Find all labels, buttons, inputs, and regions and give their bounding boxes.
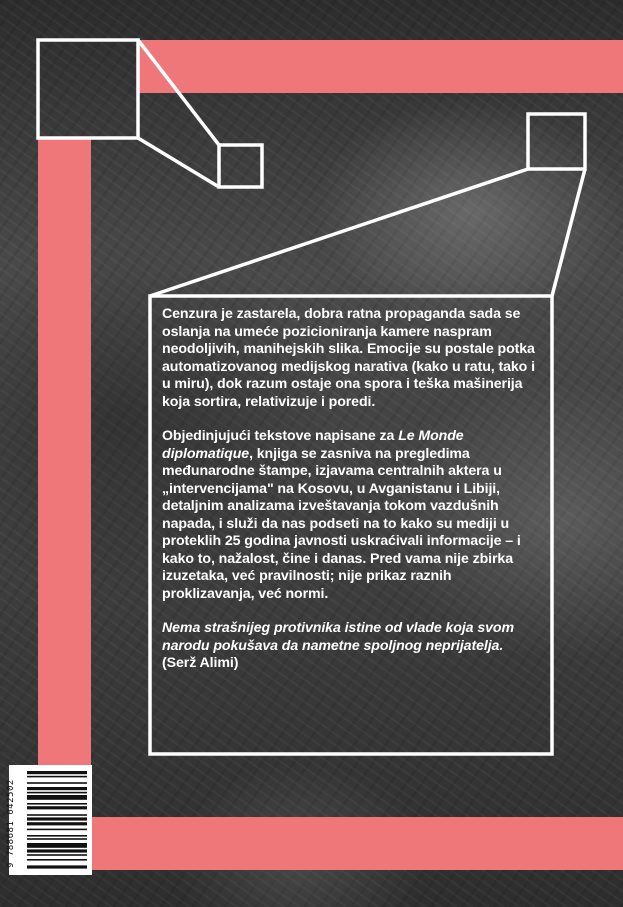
barcode-bar — [27, 806, 87, 809]
quote-text: Nema strašnijeg protivnika istine od vlade koja svom narodu pokušava da nametne spoljnog neprijatelja. — [162, 620, 514, 654]
paragraph-2-body: , knjiga se zasniva na pregledima međunarodne štampe, izjavama centralnih aktera u „intervencijama" na Kosovu, u Avganistanu i Libiji, detaljnim analizama izveštavanja tokom vazdušnih napada, i služi da nas podseti na to kako su mediji u proteklih 25 godina javnosti uskraćivali informacije – i kako to, nažalost, čine i danas. Pred vama nije zbirka izuzetaka, već pravilnosti; nije prikaz raznih proklizavanja, već normi. — [162, 445, 521, 602]
zoom-frame-small — [219, 145, 262, 187]
blurb-text — [162, 306, 538, 690]
barcode-digits: 9 788681 042502 — [6, 779, 16, 868]
barcode-bar — [27, 838, 87, 840]
zoom-frame-right — [528, 114, 585, 169]
barcode-bar — [27, 859, 87, 861]
barcode-bar — [27, 787, 87, 790]
barcode-bar — [27, 782, 87, 784]
text-frame-connector-left — [150, 169, 528, 296]
blurb-paragraph-1: Cenzura je zastarela, dobra ratna propaganda sada se oslanja na umeće pozicioniranja kamere naspram neodoljivih, manihejskih slika. Emocije su postale potka automatizovanog medijskog narativa (kako u ratu, tako i u miru), dok razum ostaje ona spora i teška mašinerija koja sortira, relativizuje i poredi. — [162, 306, 535, 410]
blurb-quote — [162, 620, 538, 673]
barcode-bar — [27, 817, 87, 820]
barcode-bar — [27, 822, 87, 825]
barcode-bar — [27, 835, 87, 837]
blurb-paragraph-2 — [162, 428, 538, 603]
zoom-frame-large — [38, 40, 138, 138]
barcode-bar — [27, 792, 87, 794]
barcode-bars — [9, 765, 92, 875]
publication-name: Le Monde diplomatique — [162, 428, 464, 462]
barcode-bar — [27, 865, 87, 868]
barcode-bar — [27, 854, 87, 856]
barcode-bar — [27, 776, 87, 778]
barcode-bar — [27, 814, 87, 816]
barcode-bar — [27, 829, 87, 831]
barcode-bar — [27, 843, 87, 848]
isbn-barcode — [9, 765, 92, 875]
paragraph-2-intro: Objedinjujući tekstove napisane za — [162, 428, 399, 444]
quote-author: (Serž Alimi) — [162, 655, 239, 671]
barcode-bar — [27, 795, 87, 800]
barcode-bar — [27, 849, 87, 852]
barcode-bar — [27, 771, 87, 774]
barcode-bar — [27, 803, 87, 805]
text-frame-connector-right — [552, 169, 585, 296]
zoom-connector-bottom — [138, 138, 219, 187]
zoom-connector-top — [138, 40, 219, 145]
